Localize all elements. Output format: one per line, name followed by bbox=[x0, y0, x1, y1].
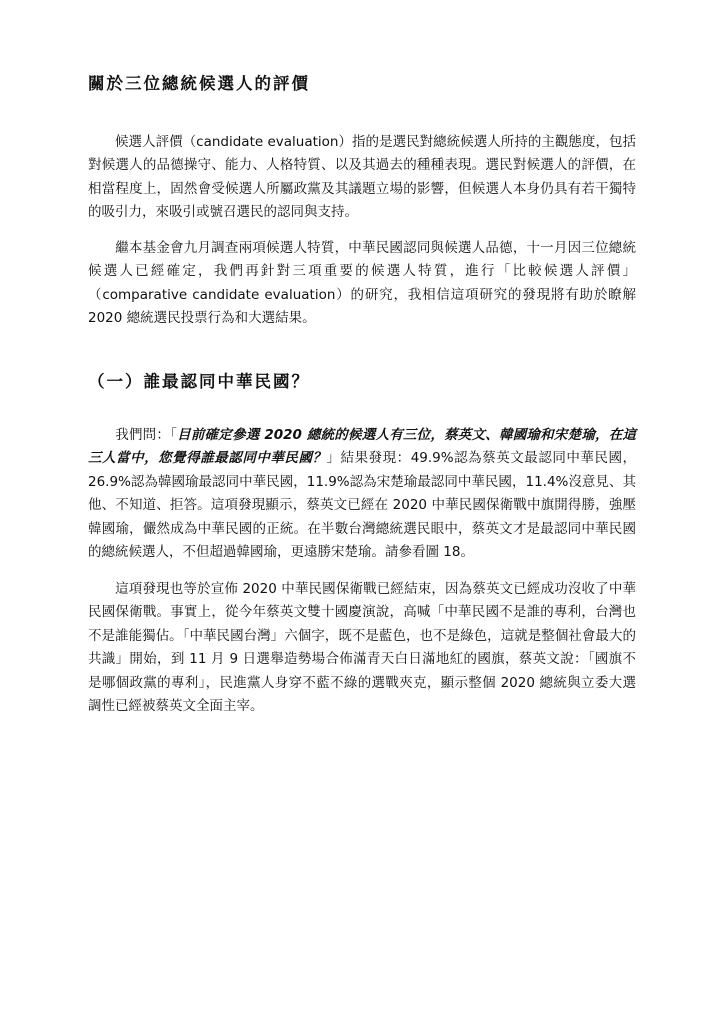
survey-question: 目前確定參選 2020 總統的候選人有三位，蔡英文、韓國瑜和宋楚瑜，在這三人當中，您覺得誰最認同中華民國？ bbox=[88, 427, 636, 467]
intro-paragraph bbox=[88, 131, 636, 225]
question-paragraph bbox=[88, 424, 636, 564]
study-paragraph bbox=[88, 237, 636, 331]
question-prefix: 我們問：「 bbox=[115, 427, 178, 443]
intro-paragraph-text: 候選人評價（candidate evaluation）指的是選民對總統候選人所持的主觀態度，包括對候選人的品德操守、能力、人格特質、以及其過去的種種表現。選民對候選人的評價，在相當程度上，固然會受候選人所屬政黨及其議題立場的影響，但候選人本身仍具有若干獨特的吸引力，來吸引或號召選民的認同與支持。 bbox=[88, 134, 636, 221]
page-title: 關於三位總統候選人的評價 bbox=[88, 74, 310, 93]
study-paragraph-text: 繼本基金會九月調查兩項候選人特質，中華民國認同與候選人品德，十一月因三位總統候選人已經確定，我們再針對三項重要的候選人特質，進行「比較候選人評價」（comparative candidate evaluation）的研究，我相信這項研究的發現將有助於瞭解 2020 總統選民投票行為和大選結果。 bbox=[88, 240, 636, 327]
survey-findings: 」結果發現：49.9%認為蔡英文最認同中華民國，26.9%認為韓國瑜最認同中華民國，11.9%認為宋楚瑜最認同中華民國，11.4%沒意見、其他、不知道、拒答。這項發現顯示，蔡英文已經在 2020 中華民國保衛戰中旗開得勝，強壓韓國瑜，儼然成為中華民國的正統。在半數台灣總統選民眼中，蔡英文才是最認同中華民國的總統候選人，不但超過韓國瑜，更遠勝宋楚瑜。請參看圖 18。 bbox=[88, 450, 637, 561]
conclusion-paragraph bbox=[88, 578, 636, 718]
section-title: （一）誰最認同中華民國？ bbox=[88, 372, 310, 391]
conclusion-paragraph-text: 這項發現也等於宣佈 2020 中華民國保衛戰已經結束，因為蔡英文已經成功沒收了中華民國保衛戰。事實上，從今年蔡英文雙十國慶演說，高喊「中華民國不是誰的專利，台灣也不是誰能獨佔。「中華民國台灣」六個字，既不是藍色，也不是綠色，這就是整個社會最大的共識」開始，到 11 月 9 日選舉造勢場合佈滿青天白日滿地紅的國旗，蔡英文說：「國旗不是哪個政黨的專利」，民進黨人身穿不藍不綠的選戰夾克，顯示整個 2020 總統與立委大選調性已經被蔡英文全面主宰。 bbox=[88, 581, 636, 715]
